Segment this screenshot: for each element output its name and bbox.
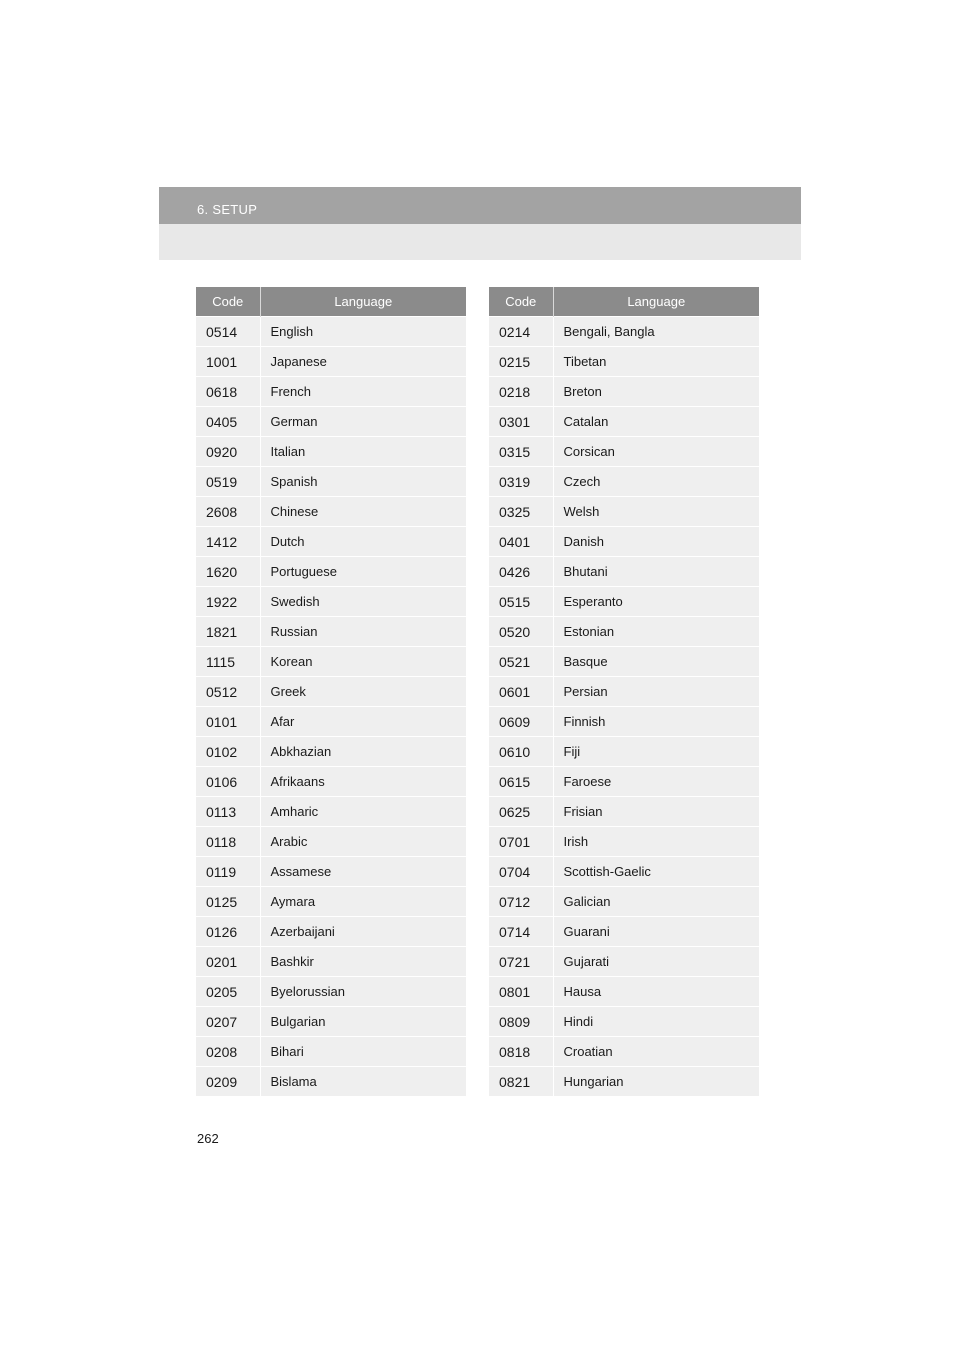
language-name-cell: Portuguese bbox=[260, 557, 466, 587]
table-row bbox=[489, 857, 759, 887]
language-name-cell: Hausa bbox=[553, 977, 759, 1007]
language-code-cell: 0701 bbox=[489, 827, 553, 857]
language-code-cell: 0207 bbox=[196, 1007, 260, 1037]
language-code-cell: 0126 bbox=[196, 917, 260, 947]
language-code-table-right bbox=[489, 287, 759, 1096]
language-code-cell: 0106 bbox=[196, 767, 260, 797]
table-body-right bbox=[489, 317, 759, 1097]
language-name-cell: Abkhazian bbox=[260, 737, 466, 767]
table-header-row bbox=[489, 287, 759, 317]
table-row bbox=[196, 827, 466, 857]
table-row bbox=[196, 977, 466, 1007]
language-code-cell: 0315 bbox=[489, 437, 553, 467]
table-row bbox=[196, 527, 466, 557]
table-row bbox=[196, 317, 466, 347]
language-name-cell: Aymara bbox=[260, 887, 466, 917]
language-code-cell: 0809 bbox=[489, 1007, 553, 1037]
language-code-cell: 0520 bbox=[489, 617, 553, 647]
column-header-language: Language bbox=[260, 287, 466, 317]
language-name-cell: Esperanto bbox=[553, 587, 759, 617]
language-code-cell: 0721 bbox=[489, 947, 553, 977]
language-code-cell: 0218 bbox=[489, 377, 553, 407]
table-row bbox=[196, 947, 466, 977]
table-row bbox=[489, 1007, 759, 1037]
language-code-cell: 2608 bbox=[196, 497, 260, 527]
language-name-cell: Afrikaans bbox=[260, 767, 466, 797]
language-code-cell: 0101 bbox=[196, 707, 260, 737]
table-row bbox=[489, 527, 759, 557]
language-code-cell: 0301 bbox=[489, 407, 553, 437]
table-row bbox=[196, 797, 466, 827]
table-row bbox=[196, 347, 466, 377]
language-code-cell: 0515 bbox=[489, 587, 553, 617]
language-name-cell: Hindi bbox=[553, 1007, 759, 1037]
language-name-cell: Bihari bbox=[260, 1037, 466, 1067]
language-code-cell: 0514 bbox=[196, 317, 260, 347]
table-row bbox=[489, 917, 759, 947]
language-name-cell: English bbox=[260, 317, 466, 347]
table-header-row bbox=[196, 287, 466, 317]
page-number: 262 bbox=[197, 1131, 219, 1146]
language-name-cell: German bbox=[260, 407, 466, 437]
language-code-cell: 0201 bbox=[196, 947, 260, 977]
table-row bbox=[489, 977, 759, 1007]
language-code-cell: 0512 bbox=[196, 677, 260, 707]
language-code-cell: 0208 bbox=[196, 1037, 260, 1067]
language-name-cell: Croatian bbox=[553, 1037, 759, 1067]
language-code-cell: 0401 bbox=[489, 527, 553, 557]
table-row bbox=[489, 587, 759, 617]
language-name-cell: Arabic bbox=[260, 827, 466, 857]
table-row bbox=[196, 677, 466, 707]
language-name-cell: Basque bbox=[553, 647, 759, 677]
language-code-cell: 0609 bbox=[489, 707, 553, 737]
table-row bbox=[196, 1067, 466, 1097]
language-name-cell: Hungarian bbox=[553, 1067, 759, 1097]
language-code-cell: 0214 bbox=[489, 317, 553, 347]
table-row bbox=[489, 707, 759, 737]
table-row bbox=[489, 347, 759, 377]
language-name-cell: Estonian bbox=[553, 617, 759, 647]
table-row bbox=[196, 1007, 466, 1037]
language-code-cell: 0704 bbox=[489, 857, 553, 887]
table-row bbox=[196, 377, 466, 407]
language-name-cell: Afar bbox=[260, 707, 466, 737]
language-code-cell: 0601 bbox=[489, 677, 553, 707]
language-name-cell: Corsican bbox=[553, 437, 759, 467]
language-name-cell: Azerbaijani bbox=[260, 917, 466, 947]
language-code-cell: 0818 bbox=[489, 1037, 553, 1067]
language-code-cell: 1001 bbox=[196, 347, 260, 377]
language-code-cell: 0215 bbox=[489, 347, 553, 377]
table-row bbox=[489, 557, 759, 587]
language-name-cell: Catalan bbox=[553, 407, 759, 437]
table-row bbox=[196, 767, 466, 797]
table-row bbox=[196, 407, 466, 437]
table-row bbox=[196, 1037, 466, 1067]
language-code-cell: 0625 bbox=[489, 797, 553, 827]
language-name-cell: Russian bbox=[260, 617, 466, 647]
table-row bbox=[489, 317, 759, 347]
language-name-cell: Korean bbox=[260, 647, 466, 677]
table-row bbox=[196, 557, 466, 587]
table-row bbox=[489, 497, 759, 527]
language-name-cell: Persian bbox=[553, 677, 759, 707]
language-name-cell: Breton bbox=[553, 377, 759, 407]
table-row bbox=[489, 1037, 759, 1067]
table-row bbox=[489, 827, 759, 857]
table-row bbox=[196, 617, 466, 647]
language-name-cell: Fiji bbox=[553, 737, 759, 767]
language-code-cell: 0209 bbox=[196, 1067, 260, 1097]
language-name-cell: Welsh bbox=[553, 497, 759, 527]
language-code-cell: 0125 bbox=[196, 887, 260, 917]
language-name-cell: Dutch bbox=[260, 527, 466, 557]
language-code-cell: 0801 bbox=[489, 977, 553, 1007]
table-row bbox=[489, 467, 759, 497]
language-name-cell: Scottish-Gaelic bbox=[553, 857, 759, 887]
language-code-cell: 0821 bbox=[489, 1067, 553, 1097]
table-row bbox=[489, 887, 759, 917]
language-code-cell: 0325 bbox=[489, 497, 553, 527]
language-name-cell: Swedish bbox=[260, 587, 466, 617]
table-row bbox=[489, 647, 759, 677]
language-name-cell: Bulgarian bbox=[260, 1007, 466, 1037]
language-code-cell: 1922 bbox=[196, 587, 260, 617]
language-name-cell: Byelorussian bbox=[260, 977, 466, 1007]
language-code-cell: 0714 bbox=[489, 917, 553, 947]
table-row bbox=[489, 947, 759, 977]
table-row bbox=[196, 917, 466, 947]
language-name-cell: Italian bbox=[260, 437, 466, 467]
table-row bbox=[489, 797, 759, 827]
language-code-cell: 0102 bbox=[196, 737, 260, 767]
column-header-language: Language bbox=[553, 287, 759, 317]
table-row bbox=[196, 497, 466, 527]
language-name-cell: Assamese bbox=[260, 857, 466, 887]
table-row bbox=[489, 407, 759, 437]
table-row bbox=[196, 707, 466, 737]
language-name-cell: Czech bbox=[553, 467, 759, 497]
language-code-cell: 1620 bbox=[196, 557, 260, 587]
language-name-cell: Amharic bbox=[260, 797, 466, 827]
language-name-cell: Finnish bbox=[553, 707, 759, 737]
language-code-cell: 0610 bbox=[489, 737, 553, 767]
table-body-left bbox=[196, 317, 466, 1097]
language-name-cell: Gujarati bbox=[553, 947, 759, 977]
table-row bbox=[489, 377, 759, 407]
language-name-cell: Galician bbox=[553, 887, 759, 917]
language-code-cell: 0519 bbox=[196, 467, 260, 497]
language-code-cell: 0119 bbox=[196, 857, 260, 887]
header-subband bbox=[159, 224, 801, 260]
language-name-cell: Chinese bbox=[260, 497, 466, 527]
section-title: 6. SETUP bbox=[197, 202, 258, 217]
language-name-cell: Faroese bbox=[553, 767, 759, 797]
table-row bbox=[196, 647, 466, 677]
table-row bbox=[196, 737, 466, 767]
language-code-cell: 0618 bbox=[196, 377, 260, 407]
language-code-cell: 0521 bbox=[489, 647, 553, 677]
language-code-cell: 1412 bbox=[196, 527, 260, 557]
language-name-cell: Bislama bbox=[260, 1067, 466, 1097]
language-name-cell: Guarani bbox=[553, 917, 759, 947]
language-code-cell: 1821 bbox=[196, 617, 260, 647]
language-name-cell: Bhutani bbox=[553, 557, 759, 587]
language-code-table-left bbox=[196, 287, 466, 1096]
language-code-cell: 0920 bbox=[196, 437, 260, 467]
table-row bbox=[489, 767, 759, 797]
language-name-cell: Frisian bbox=[553, 797, 759, 827]
language-name-cell: Spanish bbox=[260, 467, 466, 497]
table-row bbox=[196, 887, 466, 917]
language-code-cell: 0405 bbox=[196, 407, 260, 437]
table-row bbox=[196, 467, 466, 497]
language-code-cell: 0426 bbox=[489, 557, 553, 587]
table-row bbox=[196, 857, 466, 887]
language-code-cell: 0615 bbox=[489, 767, 553, 797]
language-name-cell: Danish bbox=[553, 527, 759, 557]
language-code-cell: 0319 bbox=[489, 467, 553, 497]
language-name-cell: Greek bbox=[260, 677, 466, 707]
table-row bbox=[196, 437, 466, 467]
language-name-cell: Bengali, Bangla bbox=[553, 317, 759, 347]
language-name-cell: French bbox=[260, 377, 466, 407]
language-name-cell: Irish bbox=[553, 827, 759, 857]
language-name-cell: Tibetan bbox=[553, 347, 759, 377]
language-code-cell: 0712 bbox=[489, 887, 553, 917]
language-code-cell: 0118 bbox=[196, 827, 260, 857]
table-row bbox=[489, 737, 759, 767]
language-name-cell: Bashkir bbox=[260, 947, 466, 977]
table-row bbox=[489, 437, 759, 467]
table-row bbox=[489, 1067, 759, 1097]
language-code-cell: 0113 bbox=[196, 797, 260, 827]
language-code-cell: 1115 bbox=[196, 647, 260, 677]
table-row bbox=[196, 587, 466, 617]
table-row bbox=[489, 677, 759, 707]
language-code-cell: 0205 bbox=[196, 977, 260, 1007]
table-row bbox=[489, 617, 759, 647]
column-header-code: Code bbox=[196, 287, 260, 317]
language-name-cell: Japanese bbox=[260, 347, 466, 377]
column-header-code: Code bbox=[489, 287, 553, 317]
